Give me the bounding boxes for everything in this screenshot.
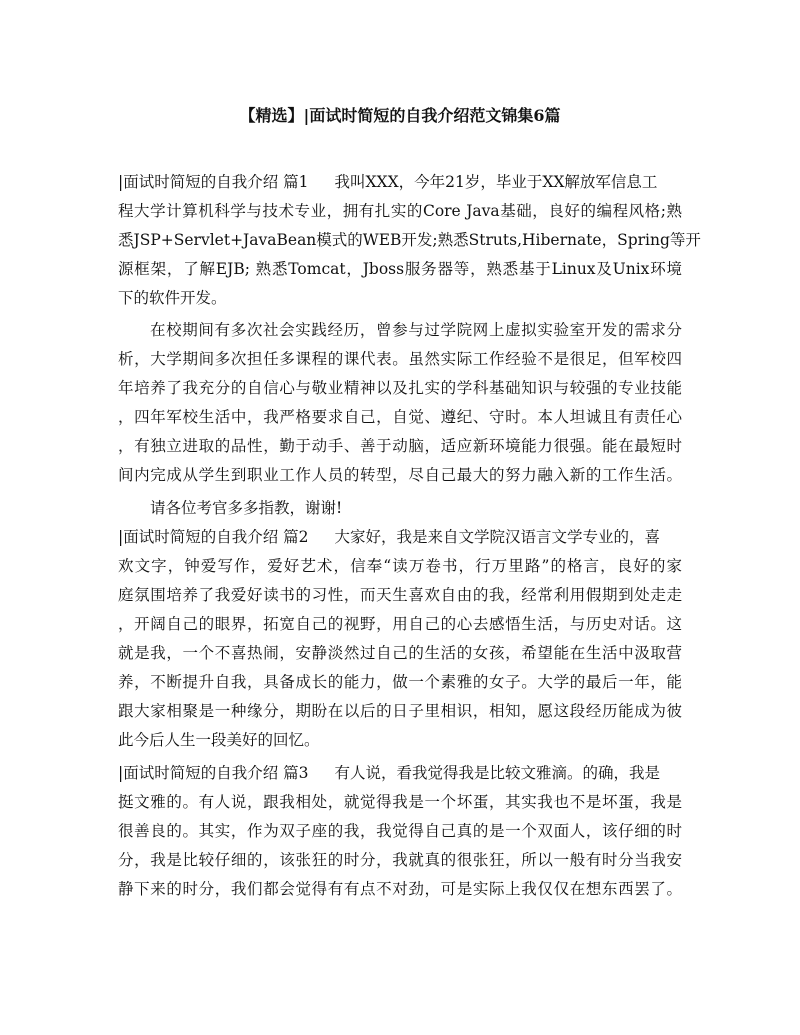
section-1-paragraph-2-line: 年培养了我充分的自信心与敬业精神以及扎实的学科基础知识与较强的专业技能 [118,379,682,397]
section-1-paragraph-2-line: ，有独立进取的品性，勤于动手、善于动脑，适应新环境能力很强。能在最短时 [118,437,682,455]
section-2-text-line: 大家好，我是来自文学院汉语言文学专业的，喜 [334,528,661,546]
section-3-text-line: 分，我是比较仔细的，该张狂的时分，我就真的很张狂，所以一般有时分当我安 [118,851,682,869]
section-2-text-line: 跟大家相聚是一种缘分，期盼在以后的日子里相识，相知，愿这段经历能成为彼 [118,702,682,720]
section-2-text-line: 欢文字，钟爱写作，爱好艺术，信奉“读万卷书，行万里路”的格言，良好的家 [118,557,682,575]
section-1-text-line: 悉JSP+Servlet+JavaBean模式的WEB开发;熟悉Struts,Hibernate，Spring等开 [118,231,701,249]
section-1-paragraph-2-line: 析，大学期间多次担任多课程的课代表。虽然实际工作经验不是很足，但军校四 [118,350,682,368]
section-2-heading: |面试时简短的自我介绍 篇2 [118,528,309,546]
section-1-text-line: 我叫XXX，今年21岁，毕业于XX解放军信息工 [334,173,658,191]
section-3-text-line: 很善良的。其实，作为双子座的我，我觉得自己真的是一个双面人，该仔细的时 [118,822,682,840]
section-2-text-line: 此今后人生一段美好的回忆。 [118,731,320,749]
section-1-paragraph-2-line: 间内完成从学生到职业工作人员的转型，尽自己最大的努力融入新的工作生活。 [118,466,682,484]
section-3-text-line: 挺文雅的。有人说，跟我相处，就觉得我是一个坏蛋，其实我也不是坏蛋，我是 [118,793,682,811]
section-1-closing-line: 请各位考官多多指教，谢谢! [150,499,343,517]
section-3-text-line: 静下来的时分，我们都会觉得有有点不对劲，可是实际上我仅仅在想东西罢了。 [118,880,682,898]
section-1-paragraph-2-line: 在校期间有多次社会实践经历，曾参与过学院网上虚拟实验室开发的需求分 [150,321,682,339]
section-3-heading: |面试时简短的自我介绍 篇3 [118,764,309,782]
section-1-paragraph-2-line: ，四年军校生活中，我严格要求自己，自觉、遵纪、守时。本人坦诚且有责任心 [118,408,682,426]
section-2-text-line: ，开阔自己的眼界，拓宽自己的视野，用自己的心去感悟生活，与历史对话。这 [118,615,682,633]
section-2-text-line: 就是我，一个不喜热闹，安静淡然过自己的生活的女孩，希望能在生活中汲取营 [118,644,682,662]
section-1-text-line: 下的软件开发。 [118,289,227,307]
section-1-text-line: 程大学计算机科学与技术专业，拥有扎实的Core Java基础，良好的编程风格;熟 [118,202,682,220]
section-3-first-line [118,761,660,785]
section-1-text-line: 源框架，了解EJB; 熟悉Tomcat，Jboss服务器等，熟悉基于Linux及Unix环境 [118,260,682,278]
section-1-first-line [118,170,657,194]
section-1-heading: |面试时简短的自我介绍 篇1 [118,173,309,191]
section-2-text-line: 庭氛围培养了我爱好读书的习性，而天生喜欢自由的我，经常利用假期到处走走 [118,586,682,604]
section-2-first-line [118,525,660,549]
section-3-text-line: 有人说，看我觉得我是比较文雅滴。的确，我是 [334,764,661,782]
section-2-text-line: 养，不断提升自我，具备成长的能力，做一个素雅的女子。大学的最后一年，能 [118,673,682,691]
document-title: 【精选】|面试时简短的自我介绍范文锦集6篇 [239,106,561,125]
